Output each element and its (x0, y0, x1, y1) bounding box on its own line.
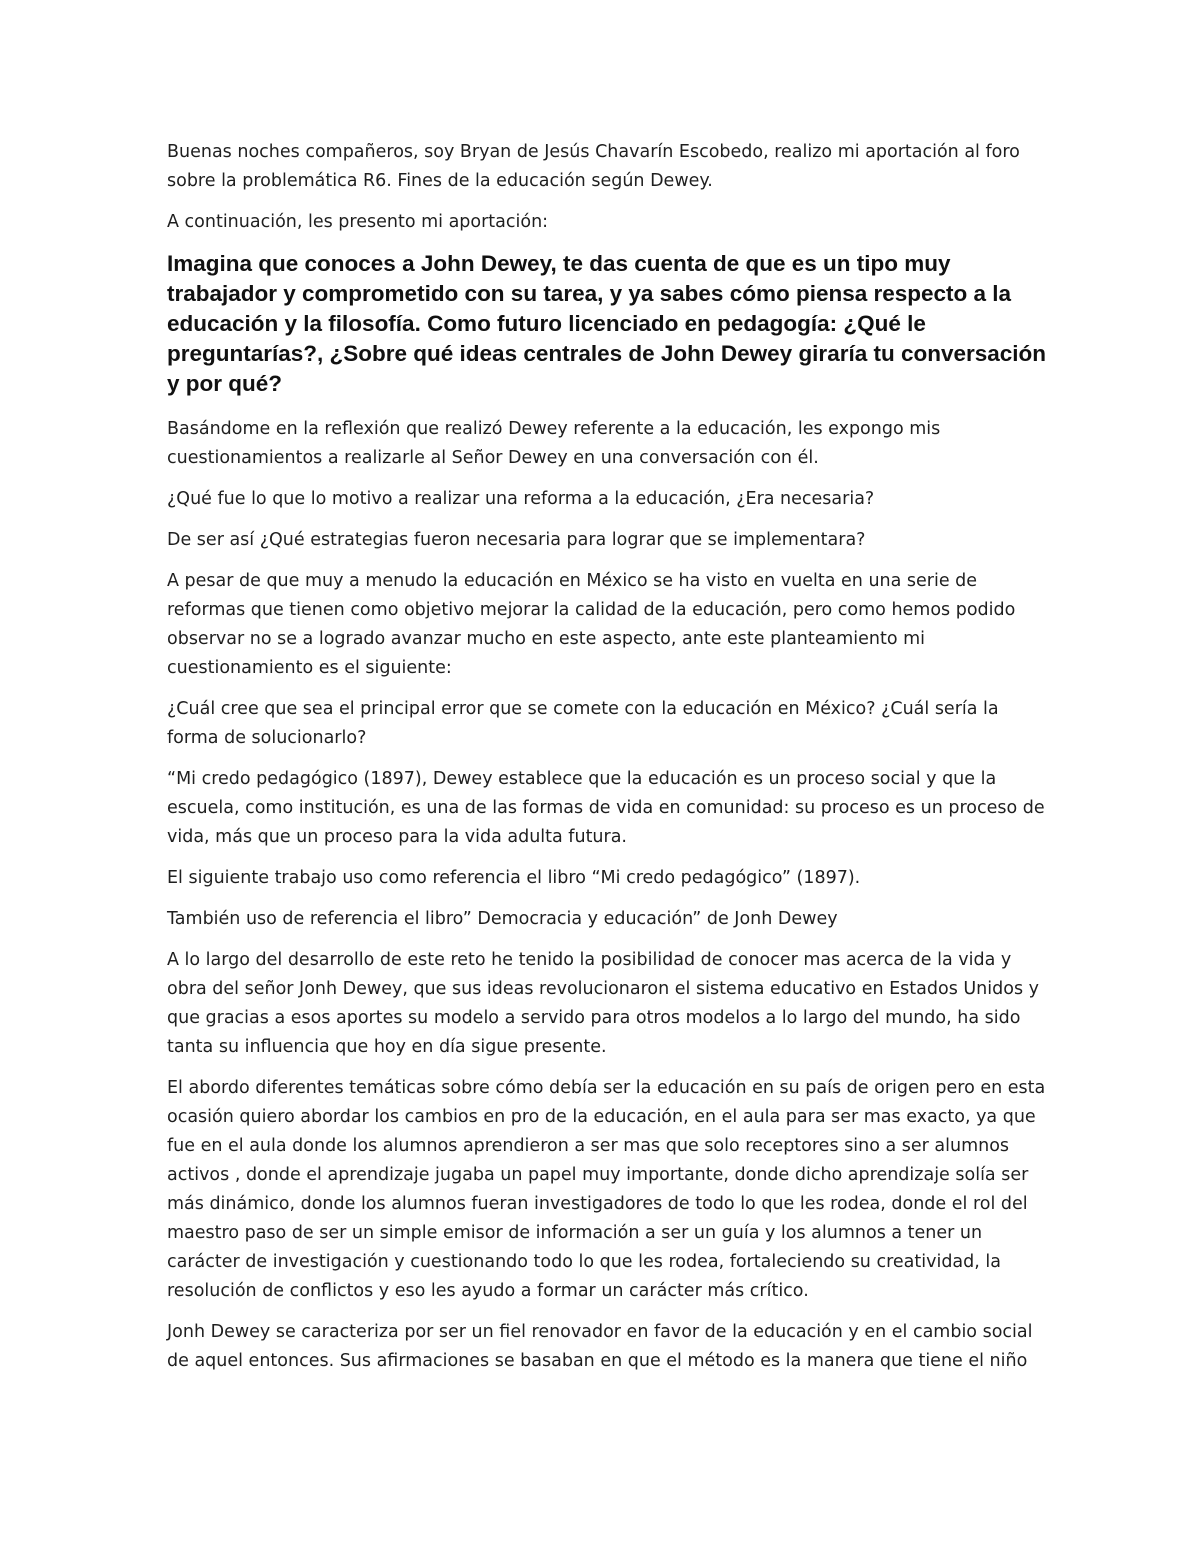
body-paragraph-8: También uso de referencia el libro” Democracia y educación” de Jonh Dewey (167, 909, 838, 929)
body-paragraph-4: A pesar de que muy a menudo la educación en México se ha visto en vuelta en una serie de reformas que tienen como objetivo mejorar la calidad de la educación, pero como hemos podido observar no se a logrado avanzar mucho en este aspecto, ante este planteamiento mi cuestionamiento es el siguiente: (167, 571, 1016, 678)
body-paragraph-3: De ser así ¿Qué estrategias fueron necesaria para lograr que se implementara? (167, 530, 866, 550)
question-heading: Imagina que conoces a John Dewey, te das cuenta de que es un tipo muy trabajador y comprometido con su tarea, y ya sabes cómo piensa respecto a la educación y la filosofía. Como futuro licenciado en pedagogía: ¿Qué le preguntarías?, ¿Sobre qué ideas centrales de John Dewey giraría tu conversación y por qué? (167, 251, 1047, 396)
document-body (167, 138, 1047, 1388)
intro-paragraph: Buenas noches compañeros, soy Bryan de Jesús Chavarín Escobedo, realizo mi aportación al foro sobre la problemática R6. Fines de la educación según Dewey. (167, 142, 1020, 191)
body-paragraph-6: “Mi credo pedagógico (1897), Dewey establece que la educación es un proceso social y que la escuela, como institución, es una de las formas de vida en comunidad: su proceso es un proceso de vida, más que un proceso para la vida adulta futura. (167, 769, 1045, 847)
body-paragraph-10: El abordo diferentes temáticas sobre cómo debía ser la educación en su país de origen pero en esta ocasión quiero abordar los cambios en pro de la educación, en el aula para ser mas exacto, ya que fue en el aula donde los alumnos aprendieron a ser mas que solo receptores sino a ser alumnos activos , donde el aprendizaje jugaba un papel muy importante, donde dicho aprendizaje solía ser más dinámico, donde los alumnos fueran investigadores de todo lo que les rodea, donde el rol del maestro paso de ser un simple emisor de información a ser un guía y los alumnos a tener un carácter de investigación y cuestionando todo lo que les rodea, fortaleciendo su creatividad, la resolución de conflictos y eso les ayudo a formar un carácter más crítico. (167, 1078, 1046, 1301)
lead-paragraph: A continuación, les presento mi aportación: (167, 212, 549, 232)
body-paragraph-9: A lo largo del desarrollo de este reto he tenido la posibilidad de conocer mas acerca de la vida y obra del señor Jonh Dewey, que sus ideas revolucionaron el sistema educativo en Estados Unidos y que gracias a esos aportes su modelo a servido para otros modelos a lo largo del mundo, ha sido tanta su influencia que hoy en día sigue presente. (167, 950, 1039, 1057)
body-paragraph-2: ¿Qué fue lo que lo motivo a realizar una reforma a la educación, ¿Era necesaria? (167, 489, 875, 509)
body-paragraph-1: Basándome en la reflexión que realizó Dewey referente a la educación, les expongo mis cuestionamientos a realizarle al Señor Dewey en una conversación con él. (167, 419, 941, 468)
body-paragraph-7: El siguiente trabajo uso como referencia el libro “Mi credo pedagógico” (1897). (167, 868, 861, 888)
body-paragraph-5: ¿Cuál cree que sea el principal error que se comete con la educación en México? ¿Cuál sería la forma de solucionarlo? (167, 699, 999, 748)
body-paragraph-11: Jonh Dewey se caracteriza por ser un fiel renovador en favor de la educación y en el cambio social de aquel entonces. Sus afirmaciones se basaban en que el método es la manera que tiene el niño (167, 1322, 1033, 1371)
